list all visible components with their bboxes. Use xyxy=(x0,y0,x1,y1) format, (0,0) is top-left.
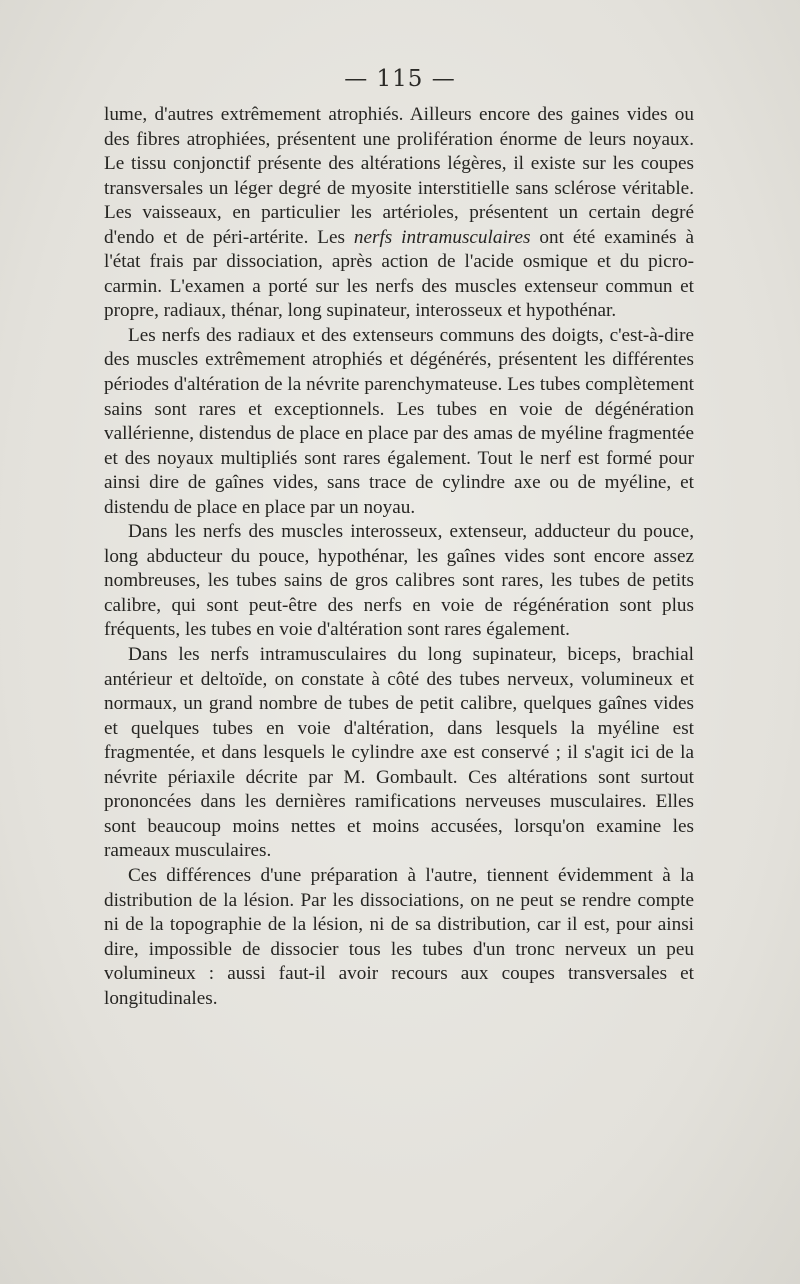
page-number: — 115 — xyxy=(344,66,456,92)
paragraph-1 xyxy=(104,103,694,324)
body-text xyxy=(104,103,694,1011)
paragraph-4: Dans les nerfs intramusculaires du long supinateur, biceps, brachial antérieur et deltoïde, on constate à côté des tubes nerveux, volumineux et normaux, un grand nombre de tubes de petit calibre, quelques gaînes vides et quelques tubes en voie d'altération, dans lesquels la myéline est fragmentée, et dans lesquels le cylindre axe est conservé ; il s'agit ici de la névrite périaxile décrite par M. Gombault. Ces altérations sont surtout prononcées dans les dernières ramifications nerveuses musculaires. Elles sont beaucoup moins nettes et moins accusées, lorsqu'on examine les rameaux musculaires. xyxy=(104,644,694,862)
paragraph-5: Ces différences d'une préparation à l'autre, tiennent évidemment à la distribution de la lésion. Par les dissociations, on ne peut se rendre compte ni de la topographie de la lésion, ni de sa distribution, car il est, pour ainsi dire, impossible de dissocier tous les tubes d'un tronc nerveux un peu volumineux : aussi faut-il avoir recours aux coupes transversales et longitudinales. xyxy=(104,864,694,1009)
paragraph-2: Les nerfs des radiaux et des extenseurs communs des doigts, c'est-à-dire des muscles extrêmement atrophiés et dégénérés, présentent les différentes périodes d'altération de la névrite parenchymateuse. Les tubes complètement sains sont rares et exceptionnels. Les tubes en voie de dégénération vallérienne, distendus de place en place par des amas de myéline fragmentée et des noyaux multipliés sont rares également. Tout le nerf est formé pour ainsi dire de gaînes vides, sans trace de cylindre axe ou de myéline, et distendu de place en place par un noyau. xyxy=(104,324,694,518)
paragraph-3: Dans les nerfs des muscles interosseux, extenseur, adducteur du pouce, long abducteur du pouce, hypothénar, les gaînes vides sont encore assez nombreuses, les tubes sains de gros calibres sont rares, les tubes de petits calibre, qui sont peut-être des nerfs en voie de régénération sont plus fréquents, les tubes en voie d'altération sont rares également. xyxy=(104,521,694,641)
paragraph-1-text-after: ont été examinés à l'état frais par dissociation, après action de l'acide osmique et du picro-carmin. L'examen a porté sur les nerfs des muscles extenseur commun et propre, radiaux, thénar, long supinateur, interosseux et hypothénar. xyxy=(104,226,694,322)
italic-term-nerfs-intramusculaires: nerfs intramusculaires xyxy=(353,226,531,248)
paragraph-1-text-before: lume, d'autres extrêmement atrophiés. Ailleurs encore des gaines vides ou des fibres atrophiées, présentent une prolifération énorme de leurs noyaux. Le tissu conjonctif présente des altérations légères, il existe sur les coupes transversales un léger degré de myosite interstitielle sans sclérose véritable. Les vaisseaux, en particulier les artérioles, présentent un certain degré d'endo et de péri-artérite. Les xyxy=(104,104,694,248)
